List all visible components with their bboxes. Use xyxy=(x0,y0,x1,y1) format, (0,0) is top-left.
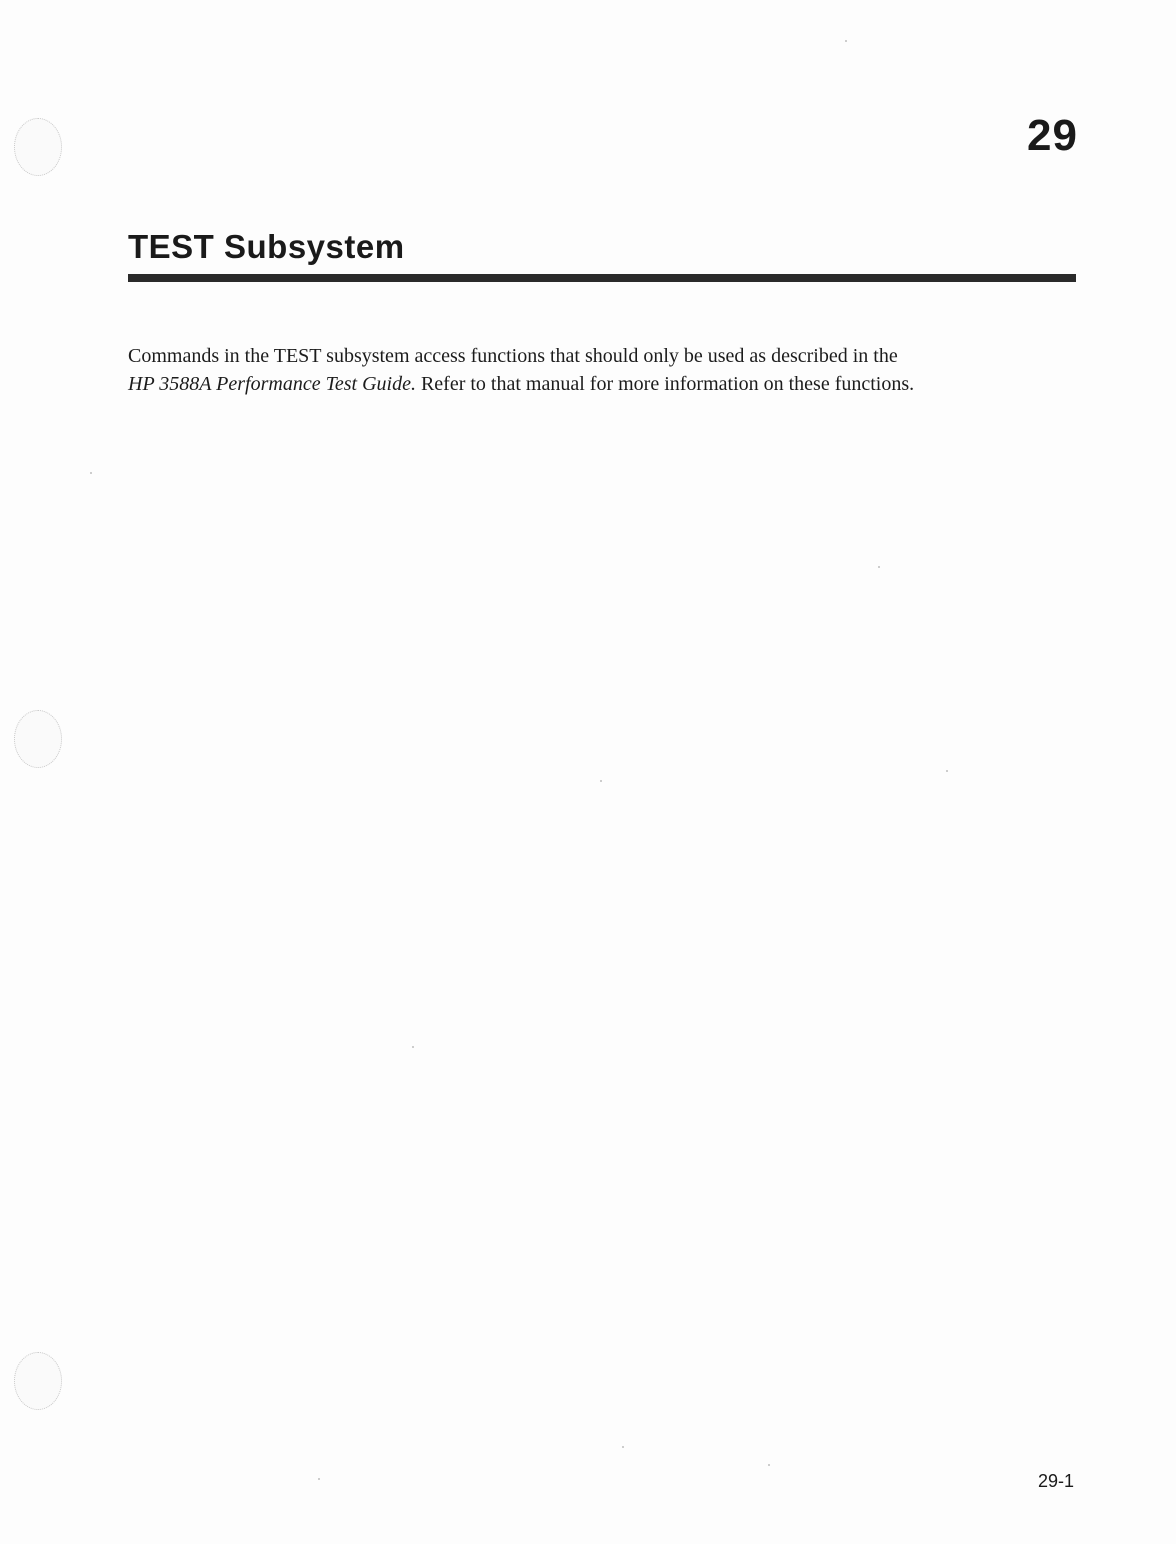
scan-speck xyxy=(878,566,880,568)
binder-hole xyxy=(14,1352,62,1410)
scan-speck xyxy=(946,770,948,772)
scan-speck xyxy=(600,780,602,782)
body-line-1: Commands in the TEST subsystem access functions that should only be used as described in the xyxy=(128,345,898,367)
chapter-number: 29 xyxy=(1027,111,1078,160)
title-rule xyxy=(128,274,1076,282)
scan-speck xyxy=(90,472,92,474)
scan-speck xyxy=(845,40,847,42)
scan-speck xyxy=(768,1464,770,1466)
binder-hole xyxy=(14,710,62,768)
manual-title: HP 3588A Performance Test Guide. xyxy=(128,373,416,395)
chapter-title: TEST Subsystem xyxy=(128,228,405,265)
body-line-2 xyxy=(128,370,1088,398)
page-number: 29-1 xyxy=(1037,1471,1074,1491)
scan-speck xyxy=(622,1446,624,1448)
body-paragraph xyxy=(128,342,1088,398)
scan-speck xyxy=(318,1478,320,1480)
body-line-2-rest: Refer to that manual for more information on these functions. xyxy=(415,373,915,395)
binder-hole xyxy=(14,118,62,176)
scan-speck xyxy=(412,1046,414,1048)
